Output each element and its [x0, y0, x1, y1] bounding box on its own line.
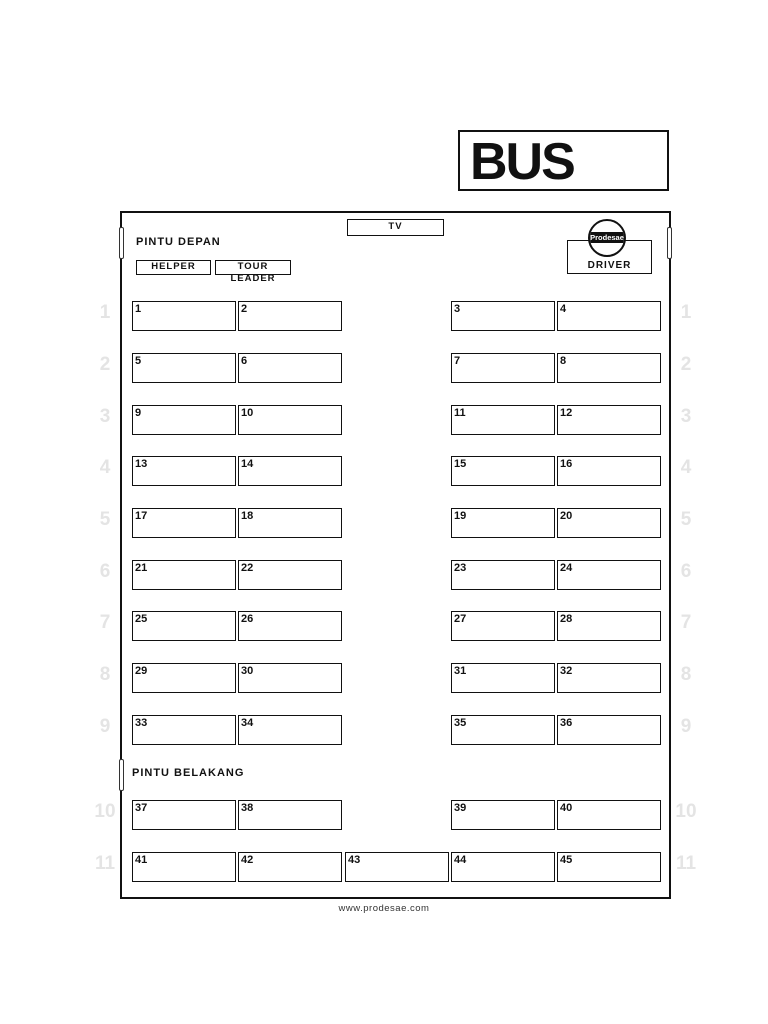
seat-number: 45 [560, 854, 573, 866]
seat-12[interactable] [557, 405, 661, 435]
row-number-left: 4 [99, 457, 111, 478]
seat-2[interactable] [238, 301, 342, 331]
seat-39[interactable] [451, 800, 555, 830]
row-number-right: 9 [680, 716, 692, 737]
seat-15[interactable] [451, 456, 555, 486]
seat-number: 7 [454, 355, 461, 367]
row-number-right: 1 [680, 302, 692, 323]
seat-9[interactable] [132, 405, 236, 435]
seat-number: 29 [135, 665, 148, 677]
logo-text: Prodesae [590, 233, 624, 242]
seat-38[interactable] [238, 800, 342, 830]
seat-number: 28 [560, 613, 573, 625]
row-number-right: 8 [680, 664, 692, 685]
seat-10[interactable] [238, 405, 342, 435]
front-door-left-marker [119, 227, 124, 259]
seat-4[interactable] [557, 301, 661, 331]
row-number-right: 10 [675, 801, 697, 822]
seat-number: 20 [560, 510, 573, 522]
seat-31[interactable] [451, 663, 555, 693]
tour-leader-seat[interactable]: TOUR LEADER [215, 260, 291, 275]
seat-number: 24 [560, 562, 573, 574]
seat-22[interactable] [238, 560, 342, 590]
seat-number: 33 [135, 717, 148, 729]
seat-number: 40 [560, 802, 573, 814]
seat-number: 11 [454, 407, 466, 419]
row-number-left: 10 [94, 801, 116, 822]
seat-number: 12 [560, 407, 573, 419]
seat-29[interactable] [132, 663, 236, 693]
seat-14[interactable] [238, 456, 342, 486]
seat-40[interactable] [557, 800, 661, 830]
seat-36[interactable] [557, 715, 661, 745]
seat-number: 4 [560, 303, 567, 315]
row-number-left: 7 [99, 612, 111, 633]
website-footer: www.prodesae.com [338, 903, 430, 914]
row-number-left: 6 [99, 561, 111, 582]
seat-number: 8 [560, 355, 567, 367]
driver-label: DRIVER [587, 260, 632, 271]
front-door-right-marker [667, 227, 672, 259]
seat-number: 31 [454, 665, 467, 677]
seat-number: 6 [241, 355, 248, 367]
rear-door-marker [119, 759, 124, 791]
seat-27[interactable] [451, 611, 555, 641]
seat-20[interactable] [557, 508, 661, 538]
row-number-left: 3 [99, 406, 111, 427]
row-number-right: 4 [680, 457, 692, 478]
seat-number: 25 [135, 613, 148, 625]
front-door-label: PINTU DEPAN [136, 236, 221, 248]
row-number-left: 9 [99, 716, 111, 737]
seat-number: 41 [135, 854, 148, 866]
seat-33[interactable] [132, 715, 236, 745]
seat-1[interactable] [132, 301, 236, 331]
seat-number: 15 [454, 458, 467, 470]
rear-door-label: PINTU BELAKANG [132, 767, 245, 779]
seat-30[interactable] [238, 663, 342, 693]
seat-number: 42 [241, 854, 254, 866]
prodesae-logo [588, 219, 626, 257]
seat-number: 35 [454, 717, 467, 729]
seat-number: 21 [135, 562, 148, 574]
seat-32[interactable] [557, 663, 661, 693]
seat-number: 1 [135, 303, 142, 315]
seat-number: 19 [454, 510, 467, 522]
seat-37[interactable] [132, 800, 236, 830]
seat-number: 30 [241, 665, 254, 677]
seat-number: 13 [135, 458, 148, 470]
row-number-right: 2 [680, 354, 692, 375]
row-number-left: 2 [99, 354, 111, 375]
row-number-left: 11 [94, 853, 116, 874]
seat-number: 26 [241, 613, 254, 625]
row-number-right: 5 [680, 509, 692, 530]
seat-number: 9 [135, 407, 142, 419]
seat-number: 27 [454, 613, 467, 625]
seat-13[interactable] [132, 456, 236, 486]
seat-44[interactable] [451, 852, 555, 882]
seat-7[interactable] [451, 353, 555, 383]
bus-title: BUS [470, 133, 574, 191]
seat-8[interactable] [557, 353, 661, 383]
seat-28[interactable] [557, 611, 661, 641]
seat-45[interactable] [557, 852, 661, 882]
row-number-left: 1 [99, 302, 111, 323]
seat-number: 3 [454, 303, 461, 315]
seat-5[interactable] [132, 353, 236, 383]
bus-layout [120, 211, 671, 899]
helper-seat[interactable]: HELPER [136, 260, 211, 275]
seat-42[interactable] [238, 852, 342, 882]
seat-17[interactable] [132, 508, 236, 538]
seat-24[interactable] [557, 560, 661, 590]
seat-number: 32 [560, 665, 573, 677]
seat-number: 44 [454, 854, 467, 866]
seat-number: 5 [135, 355, 142, 367]
seat-number: 37 [135, 802, 148, 814]
seat-25[interactable] [132, 611, 236, 641]
seat-number: 23 [454, 562, 467, 574]
row-number-right: 3 [680, 406, 692, 427]
row-number-left: 5 [99, 509, 111, 530]
seat-19[interactable] [451, 508, 555, 538]
seat-43[interactable] [345, 852, 449, 882]
row-number-right: 6 [680, 561, 692, 582]
seat-26[interactable] [238, 611, 342, 641]
tv-label: TV [347, 219, 444, 236]
seat-16[interactable] [557, 456, 661, 486]
seat-23[interactable] [451, 560, 555, 590]
seat-18[interactable] [238, 508, 342, 538]
seat-41[interactable] [132, 852, 236, 882]
seat-number: 14 [241, 458, 254, 470]
seat-number: 18 [241, 510, 254, 522]
seat-number: 39 [454, 802, 467, 814]
seat-3[interactable] [451, 301, 555, 331]
seat-11[interactable] [451, 405, 555, 435]
seat-number: 17 [135, 510, 148, 522]
seat-21[interactable] [132, 560, 236, 590]
row-number-right: 11 [675, 853, 697, 874]
row-number-right: 7 [680, 612, 692, 633]
seat-number: 34 [241, 717, 254, 729]
seat-35[interactable] [451, 715, 555, 745]
seat-6[interactable] [238, 353, 342, 383]
seat-number: 43 [348, 854, 361, 866]
bus-title-box [458, 130, 669, 191]
seat-number: 22 [241, 562, 254, 574]
seat-number: 10 [241, 407, 254, 419]
seat-number: 16 [560, 458, 573, 470]
seat-number: 38 [241, 802, 254, 814]
seat-number: 36 [560, 717, 573, 729]
seat-34[interactable] [238, 715, 342, 745]
seat-number: 2 [241, 303, 248, 315]
row-number-left: 8 [99, 664, 111, 685]
